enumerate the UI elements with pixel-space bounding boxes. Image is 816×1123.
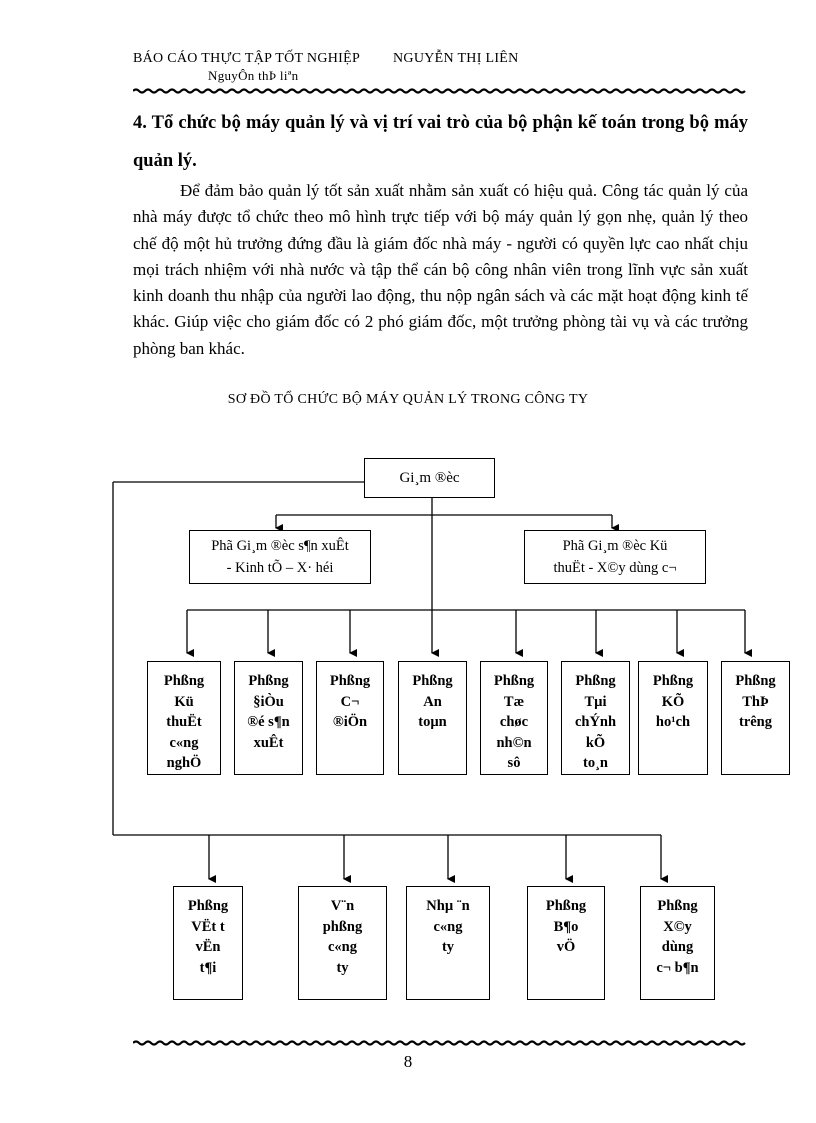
dept-label-line: Tµi bbox=[584, 693, 607, 710]
dept-planning-box bbox=[638, 661, 708, 775]
dept-label-line: Kü bbox=[174, 693, 194, 710]
dept-label-line: Phßng bbox=[163, 673, 205, 689]
dept-label-line: c«ng bbox=[328, 939, 357, 955]
dept-label-line: ty bbox=[336, 959, 349, 976]
dept-construction-box bbox=[640, 886, 715, 1000]
dept-label-line: sô bbox=[507, 755, 521, 771]
footer-wavy-rule bbox=[133, 1040, 748, 1046]
diagram-title: SƠ ĐỒ TỔ CHỨC BỘ MÁY QUẢN LÝ TRONG CÔNG TY bbox=[227, 392, 589, 407]
dept-label-line: toµn bbox=[418, 714, 447, 730]
dept-label-line: ho¹ch bbox=[655, 714, 691, 730]
dept-label-line: C¬ bbox=[340, 693, 360, 710]
dept-label-line: c«ng bbox=[169, 734, 199, 751]
dept-label-line: Phßng bbox=[248, 673, 289, 689]
page-number: 8 bbox=[403, 1052, 413, 1071]
dept-label-line: Phßng bbox=[575, 673, 616, 689]
deputy-technical-box bbox=[524, 530, 706, 584]
dept-label-line: vËn bbox=[195, 939, 221, 955]
dept-label-line: Nhµ ¨n bbox=[426, 898, 470, 914]
dept-label-line: Phßng bbox=[412, 673, 453, 689]
deputy-production-line2: - Kinh tÕ – X· héi bbox=[226, 560, 334, 576]
deputy-technical-line2: thuËt - X©y dùng c¬ bbox=[553, 560, 677, 576]
dept-label-line: nh©n bbox=[496, 734, 532, 751]
dept-label-line: §iÒu bbox=[253, 693, 284, 710]
dept-security-box bbox=[527, 886, 605, 1000]
dept-label-line: Tæ bbox=[503, 693, 525, 710]
director-box bbox=[364, 458, 495, 498]
dept-label-line: chøc bbox=[499, 714, 529, 730]
dept-label-line: B¶o bbox=[553, 918, 579, 935]
director-label: Gi¸m ®èc bbox=[399, 469, 460, 486]
dept-label-line: phßng bbox=[322, 918, 363, 935]
dept-label-line: X©y bbox=[663, 918, 692, 935]
dept-label-line: ty bbox=[441, 939, 455, 955]
dept-canteen-box bbox=[406, 886, 490, 1000]
report-header-subline: NguyÔn thÞ liªn bbox=[208, 68, 299, 83]
deputy-production-line1: Phã Gi¸m ®èc s¶n xuÊt bbox=[211, 538, 349, 554]
dept-hr-box bbox=[480, 661, 548, 775]
dept-technology-box bbox=[147, 661, 221, 775]
dept-label-line: xuÊt bbox=[253, 734, 284, 751]
dept-finance-box bbox=[561, 661, 630, 775]
dept-label-line: trêng bbox=[738, 714, 772, 730]
dept-label-line: Phßng bbox=[493, 673, 535, 689]
dept-label-line: Phßng bbox=[545, 898, 587, 914]
dept-label-line: ThÞ bbox=[742, 693, 769, 710]
dept-label-line: thuËt bbox=[166, 714, 202, 730]
dept-production-dispatch-box bbox=[234, 661, 303, 775]
dept-label-line: ®iÖn bbox=[332, 714, 368, 730]
dept-safety-box bbox=[398, 661, 467, 775]
dept-mechanical-electrical-box bbox=[316, 661, 384, 775]
dept-company-office-box bbox=[298, 886, 387, 1000]
deputy-production-box bbox=[189, 530, 371, 584]
dept-label-line: V¨n bbox=[330, 898, 355, 914]
dept-label-line: An bbox=[423, 693, 442, 710]
dept-label-line: Phßng bbox=[187, 898, 229, 914]
dept-label-line: kÕ bbox=[585, 734, 606, 751]
dept-label-line: Phßng bbox=[652, 673, 694, 689]
deputy-technical-line1: Phã Gi¸m ®èc Kü bbox=[562, 538, 668, 554]
dept-label-line: t¶i bbox=[199, 959, 217, 976]
dept-label-line: KÕ bbox=[661, 693, 685, 710]
dept-label-line: VËt t bbox=[191, 918, 225, 935]
dept-label-line: Phßng bbox=[657, 898, 698, 914]
dept-label-line: dùng bbox=[661, 939, 694, 955]
dept-label-line: to¸n bbox=[583, 755, 608, 771]
body-paragraph: Để đảm bảo quản lý tốt sản xuất nhằm sản xuất có hiệu quả. Công tác quản lý của nhà máy được tổ chức theo mô hình trực tiếp với bộ máy quản lý gọn nhẹ, quản lý theo chế độ một hủ trưởng đứng đầu là giám đốc nhà máy - người có quyền lực cao nhất chịu mọi trách nhiệm với nhà nước và tập thể cán bộ công nhân viên trong lĩnh vực sản xuất kinh doanh thu nhập của người lao động, thu nộp ngân sách và các mặt hoạt động kinh tế khác. Giúp việc cho giám đốc có 2 phó giám đốc, một trưởng phòng tài vụ và các trưởng phòng ban khác. bbox=[133, 181, 748, 358]
dept-label-line: ®é s¶n bbox=[247, 714, 290, 730]
dept-label-line: Phßng bbox=[735, 673, 776, 689]
dept-label-line: nghÖ bbox=[166, 755, 202, 771]
dept-market-box bbox=[721, 661, 790, 775]
dept-label-line: chÝnh bbox=[574, 714, 617, 730]
dept-label-line: c«ng bbox=[433, 918, 463, 935]
dept-materials-transport-box bbox=[173, 886, 243, 1000]
dept-label-line: c¬ b¶n bbox=[656, 959, 699, 976]
dept-label-line: vÖ bbox=[556, 939, 576, 955]
section-title: 4. Tổ chức bộ máy quản lý và vị trí vai trò của bộ phận kế toán trong bộ máy quản lý. bbox=[133, 113, 748, 171]
report-header-author: NGUYỄN THỊ LIÊN bbox=[393, 51, 519, 66]
dept-label-line: Phßng bbox=[329, 673, 371, 689]
report-header-left: BÁO CÁO THỰC TẬP TỐT NGHIỆP bbox=[133, 51, 361, 66]
